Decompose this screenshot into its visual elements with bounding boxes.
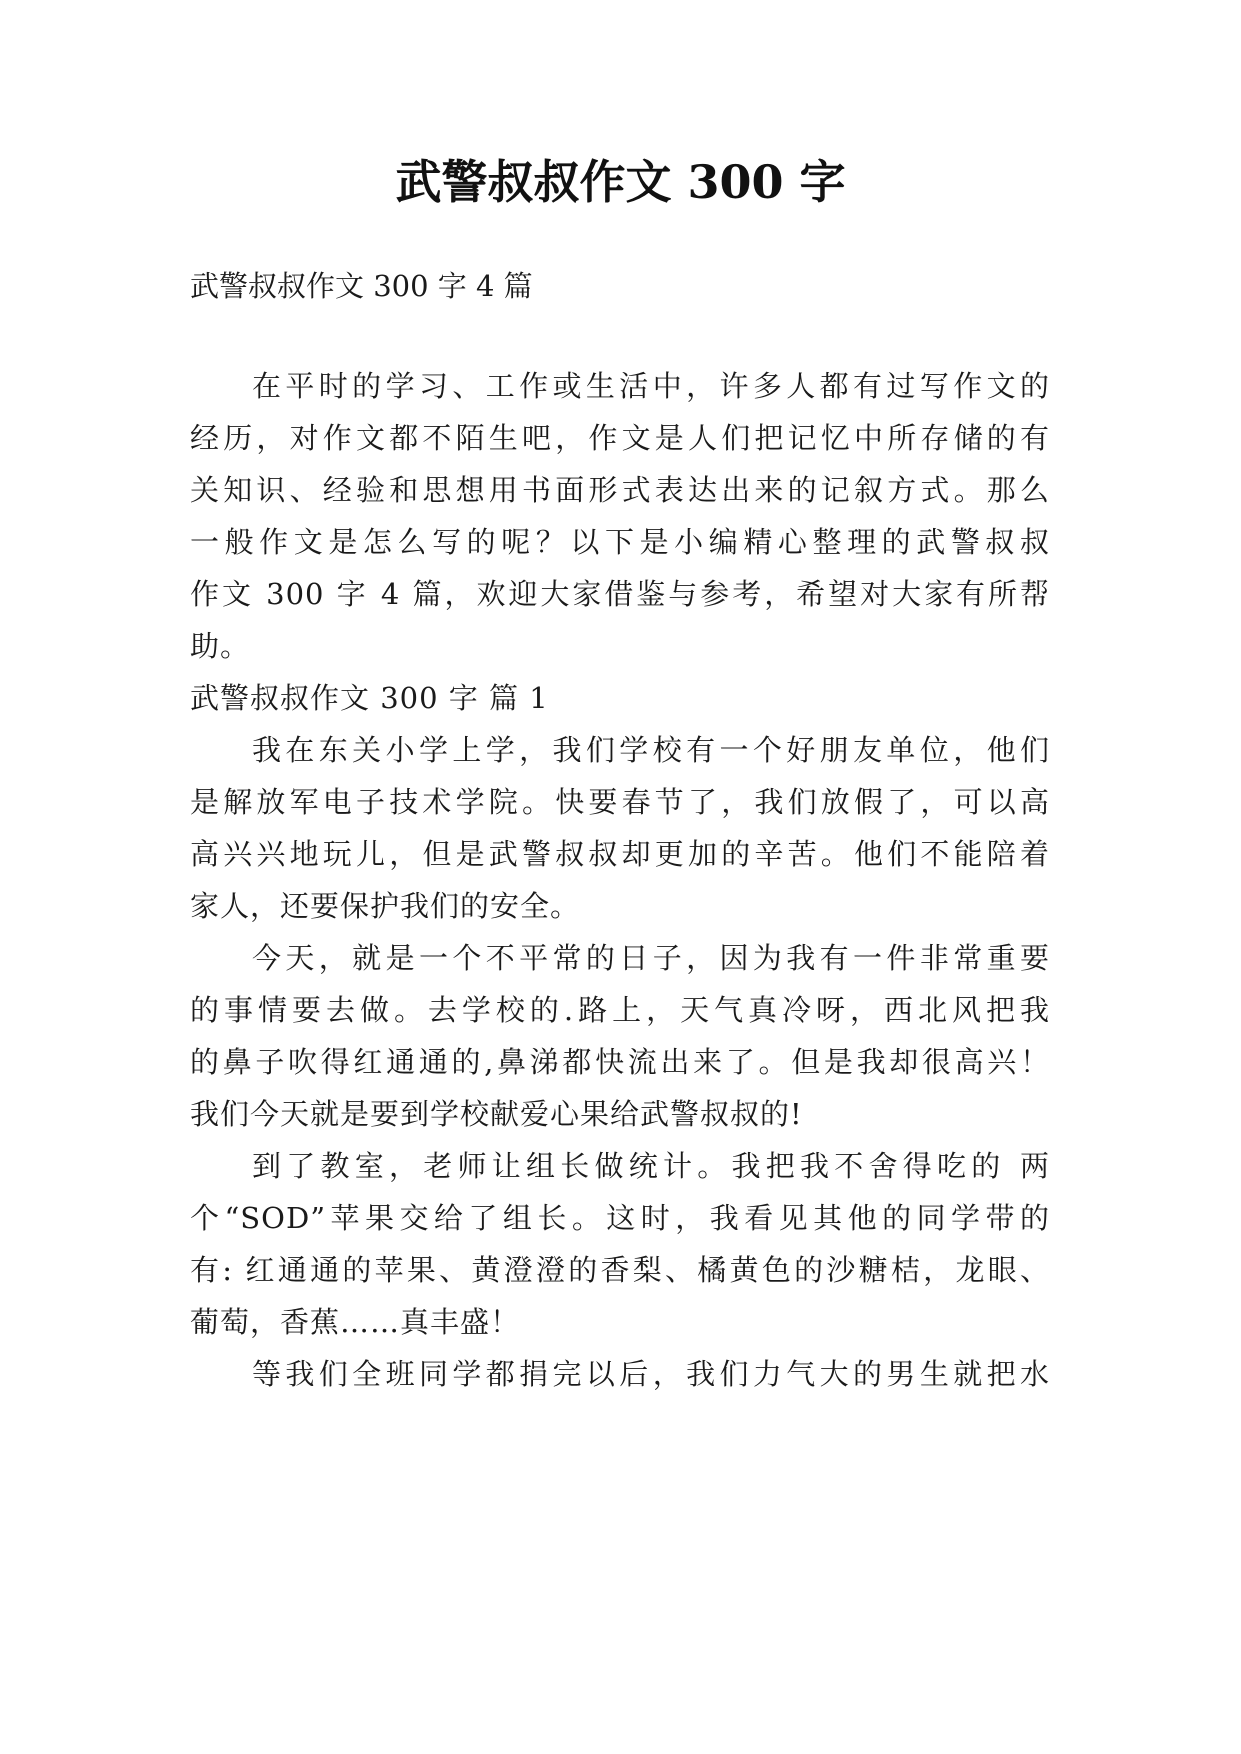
body-line-11: 家人，还要保护我们的安全。 [190, 889, 581, 923]
body-line-15: 我们今天就是要到学校献爱心果给武警叔叔的! [190, 1097, 803, 1131]
body-line-3: 关知识、经验和思想用书面形式表达出来的记叙方式。那么 [190, 473, 1050, 507]
body-line-4: 一般作文是怎么写的呢？以下是小编精心整理的武警叔叔 [190, 525, 1050, 559]
document-title: 武警叔叔作文 300 字 [395, 155, 846, 209]
body-line-5: 作文 300 字 4 篇，欢迎大家借鉴与参考，希望对大家有所帮 [190, 577, 1050, 611]
section-heading: 武警叔叔作文 300 字 篇 1 [190, 681, 549, 715]
document-subtitle: 武警叔叔作文 300 字 4 篇 [190, 269, 533, 303]
body-line-20: 等我们全班同学都捐完以后，我们力气大的男生就把水 [252, 1357, 1050, 1391]
body-line-10: 高兴兴地玩儿，但是武警叔叔却更加的辛苦。他们不能陪着 [190, 837, 1050, 871]
body-line-8: 我在东关小学上学，我们学校有一个好朋友单位，他们 [252, 733, 1050, 767]
body-line-12: 今天，就是一个不平常的日子，因为我有一件非常重要 [252, 941, 1050, 975]
body-line-18: 有: 红通通的苹果、黄澄澄的香梨、橘黄色的沙糖桔，龙眼、 [190, 1253, 1050, 1287]
body-line-14: 的鼻子吹得红通通的,鼻涕都快流出来了。但是我却很高兴！ [190, 1045, 1050, 1079]
body-line-17: 个“SOD”苹果交给了组长。这时，我看见其他的同学带的 [190, 1201, 1050, 1235]
body-line-6: 助。 [190, 629, 251, 663]
body-line-19: 葡萄，香蕉……真丰盛！ [190, 1305, 521, 1339]
body-line-13: 的事情要去做。去学校的.路上，天气真冷呀，西北风把我 [190, 993, 1050, 1027]
body-line-2: 经历，对作文都不陌生吧，作文是人们把记忆中所存储的有 [190, 421, 1050, 455]
body-line-9: 是解放军电子技术学院。快要春节了，我们放假了，可以高 [190, 785, 1050, 819]
body-line-1: 在平时的学习、工作或生活中，许多人都有过写作文的 [252, 369, 1050, 403]
body-line-16: 到了教室，老师让组长做统计。我把我不舍得吃的 两 [252, 1149, 1050, 1183]
